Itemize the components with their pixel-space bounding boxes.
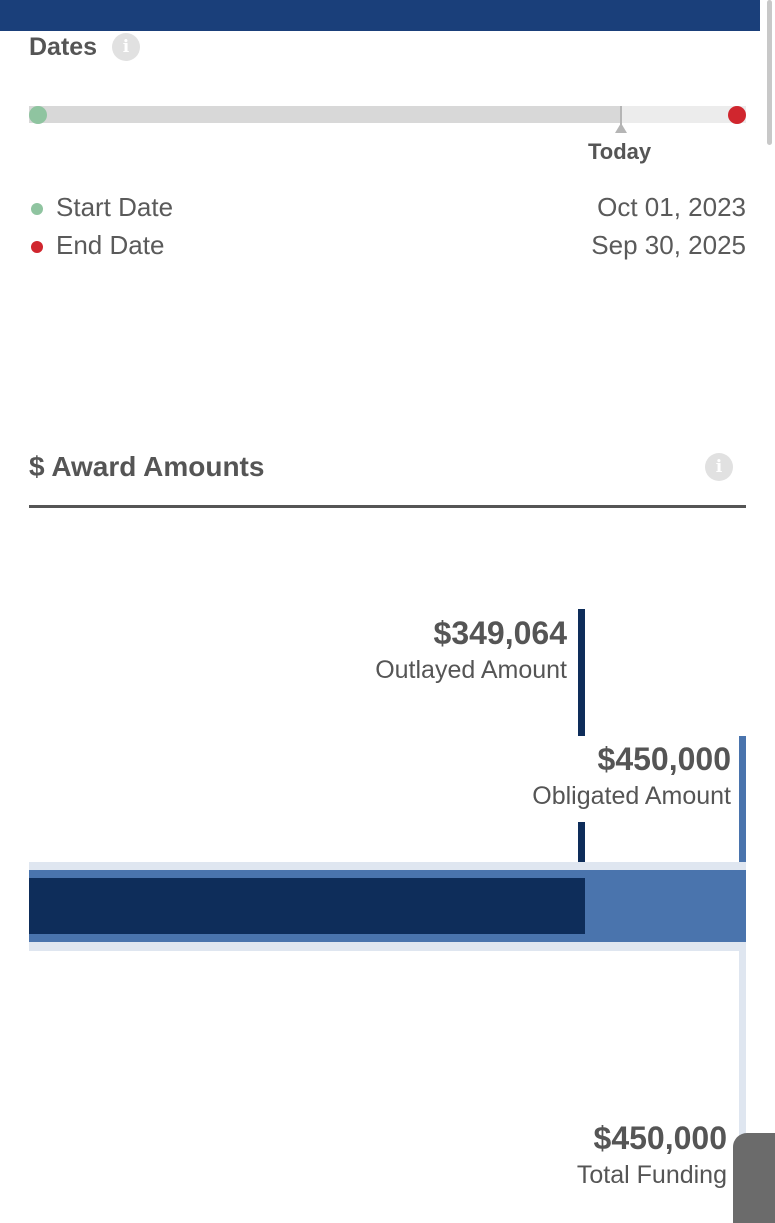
outlayed-value: $349,064 — [433, 615, 567, 651]
outlayed-indicator-line — [578, 609, 585, 736]
end-date-dot — [728, 106, 746, 124]
floating-action-button[interactable] — [733, 1133, 775, 1223]
info-icon[interactable]: i — [112, 33, 140, 61]
scrollbar[interactable] — [763, 0, 775, 1200]
total-funding-amount — [577, 1119, 727, 1193]
total-funding-label: Total Funding — [576, 1161, 727, 1189]
start-date-label: Start Date — [56, 192, 174, 222]
end-date-value: Sep 30, 2025 — [591, 230, 746, 260]
obligated-indicator-line — [739, 736, 746, 870]
timeline-elapsed — [29, 106, 621, 123]
section-divider — [29, 505, 746, 508]
header-bar — [0, 0, 760, 31]
end-date-label: End Date — [56, 230, 165, 260]
today-marker-arrow-icon — [615, 123, 627, 133]
dates-title: Dates — [29, 33, 98, 61]
start-date-legend-dot — [31, 203, 43, 215]
obligated-amount — [532, 740, 731, 814]
today-label: Today — [588, 139, 652, 164]
obligated-value: $450,000 — [597, 741, 731, 777]
info-icon[interactable]: i — [705, 453, 733, 481]
legend-start-date — [29, 192, 746, 224]
award-amounts-title: $ Award Amounts — [29, 451, 265, 482]
total-funding-value: $450,000 — [593, 1120, 727, 1156]
outlayed-label: Outlayed Amount — [375, 656, 567, 684]
outlayed-amount — [375, 614, 567, 688]
start-date-value: Oct 01, 2023 — [597, 192, 746, 222]
date-timeline — [29, 106, 746, 123]
outlayed-bar — [29, 878, 585, 934]
end-date-legend-dot — [31, 241, 43, 253]
legend-end-date — [29, 230, 746, 262]
obligated-label: Obligated Amount — [532, 782, 731, 810]
start-date-dot — [29, 106, 47, 124]
scrollbar-thumb[interactable] — [767, 0, 772, 145]
